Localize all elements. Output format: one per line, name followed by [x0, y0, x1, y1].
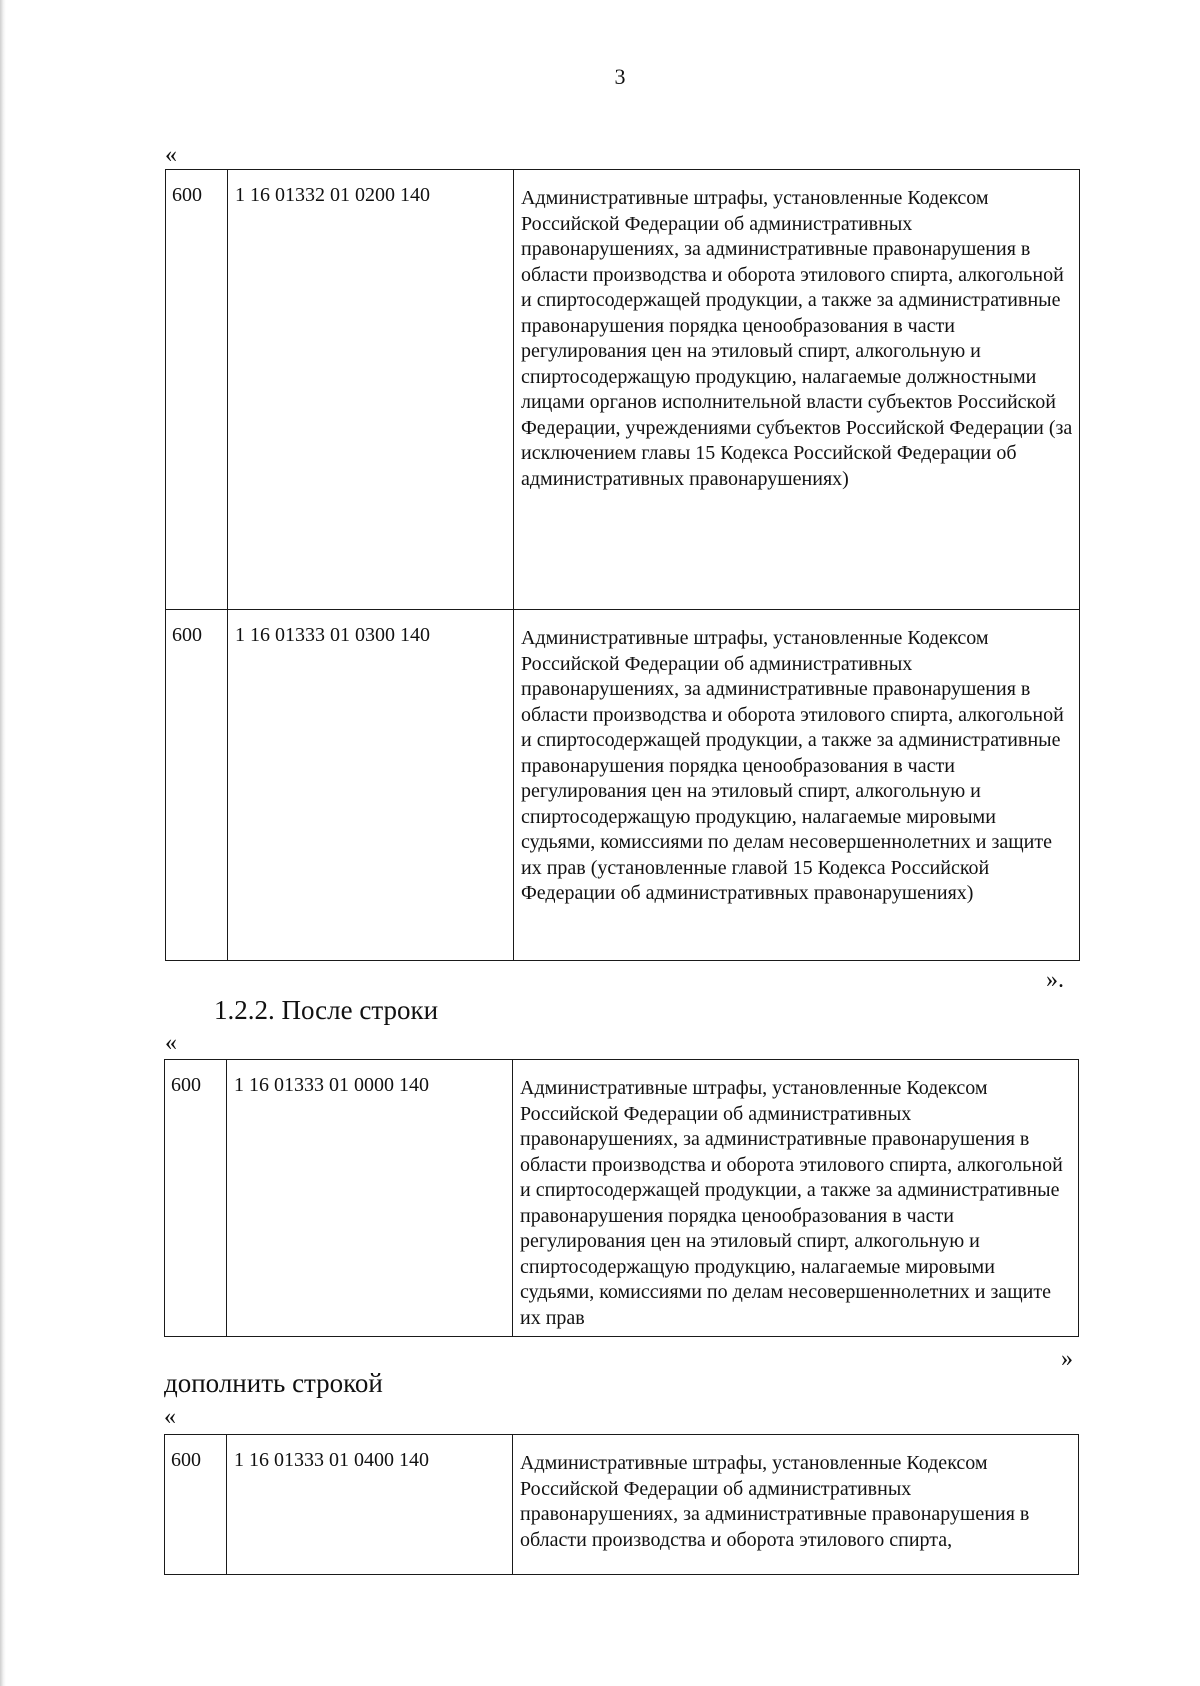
budget-code-cell: 1 16 01333 01 0300 140 [228, 610, 514, 961]
table-row [165, 1060, 1079, 1337]
close-quote: ». [1046, 967, 1064, 993]
revenue-code-table-1 [165, 169, 1080, 961]
scan-edge [0, 0, 6, 1686]
section-heading: дополнить строкой [164, 1368, 383, 1398]
section-heading: 1.2.2. После строки [214, 995, 439, 1025]
open-quote: « [164, 1404, 176, 1430]
description-cell: Административные штрафы, установленные Кодексом Российской Федерации об административных правонарушениях, за административные правонарушения в области производства и оборота этилового спирта, [513, 1435, 1079, 1575]
table-row [166, 610, 1080, 961]
budget-code-cell: 1 16 01333 01 0000 140 [227, 1060, 513, 1337]
admin-code-cell: 600 [165, 1060, 227, 1337]
open-quote: « [165, 142, 177, 168]
table-row [166, 170, 1080, 610]
open-quote: « [165, 1030, 177, 1056]
admin-code-cell: 600 [166, 610, 228, 961]
budget-code-cell: 1 16 01332 01 0200 140 [228, 170, 514, 610]
budget-code-cell: 1 16 01333 01 0400 140 [227, 1435, 513, 1575]
table-row [165, 1435, 1079, 1575]
revenue-code-table-2 [164, 1059, 1079, 1337]
description-cell: Административные штрафы, установленные Кодексом Российской Федерации об административных правонарушениях, за административные правонарушения в области производства и оборота этилового спирта, алкогольной и спиртосодержащей продукции, а также за административные правонарушения порядка ценообразования в части регулирования цен на этиловый спирт, алкогольную и спиртосодержащую продукцию, налагаемые мировыми судьями, комиссиями по делам несовершеннолетних и защите их прав [513, 1060, 1079, 1337]
admin-code-cell: 600 [165, 1435, 227, 1575]
page-number: 3 [614, 64, 626, 89]
description-cell: Административные штрафы, установленные Кодексом Российской Федерации об административных правонарушениях, за административные правонарушения в области производства и оборота этилового спирта, алкогольной и спиртосодержащей продукции, а также за административные правонарушения порядка ценообразования в части регулирования цен на этиловый спирт, алкогольную и спиртосодержащую продукцию, налагаемые мировыми судьями, комиссиями по делам несовершеннолетних и защите их прав (установленные главой 15 Кодекса Российской Федерации об административных правонарушениях) [514, 610, 1080, 961]
close-quote: » [1061, 1346, 1073, 1372]
revenue-code-table-3 [164, 1434, 1079, 1575]
admin-code-cell: 600 [166, 170, 228, 610]
description-cell: Административные штрафы, установленные Кодексом Российской Федерации об административных правонарушениях, за административные правонарушения в области производства и оборота этилового спирта, алкогольной и спиртосодержащей продукции, а также за административные правонарушения порядка ценообразования в части регулирования цен на этиловый спирт, алкогольную и спиртосодержащую продукцию, налагаемые должностными лицами органов исполнительной власти субъектов Российской Федерации, учреждениями субъектов Российской Федерации (за исключением главы 15 Кодекса Российской Федерации об административных правонарушениях) [514, 170, 1080, 610]
